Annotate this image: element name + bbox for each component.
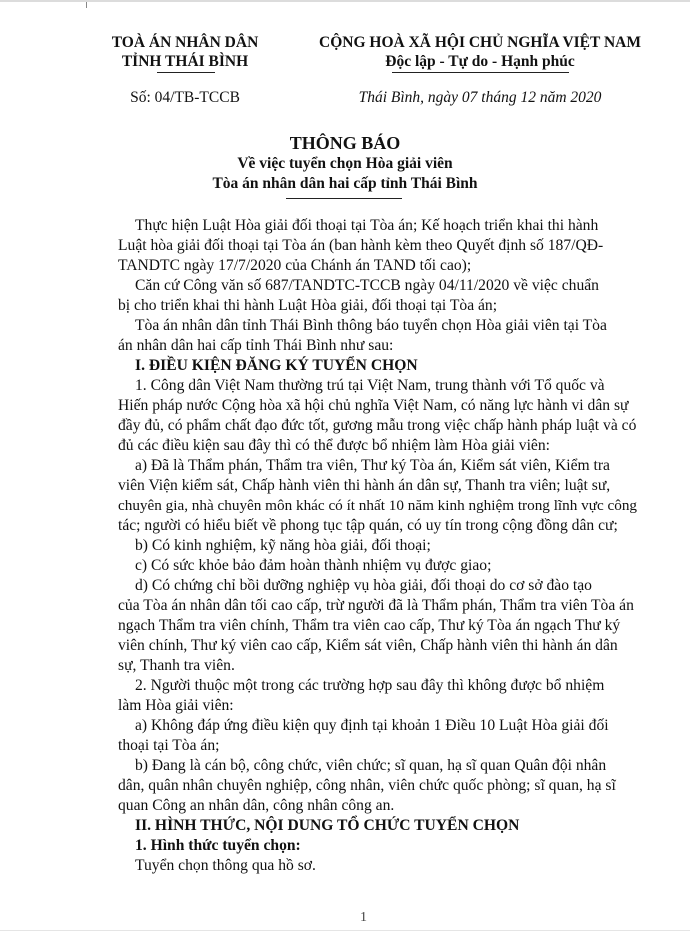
body-line: viên chính, Thư ký viên cao cấp, Kiểm sát viên, Chấp hành viên thi hành án dân: [118, 637, 618, 654]
body-line: c) Có sức khỏe bảo đảm hoàn thành nhiệm vụ được giao;: [135, 557, 492, 574]
court-name-line2: TỈNH THÁI BÌNH: [121, 53, 249, 70]
body-line: ngạch Thẩm tra viên chính, Thẩm tra viên cao cấp, Thư ký Tòa án ngạch Thư ký: [118, 617, 621, 634]
body-line: thoại tại Tòa án;: [118, 737, 220, 754]
subsection-heading: 1. Hình thức tuyển chọn:: [135, 837, 301, 854]
body-line: bị cho triển khai thi hành Luật Hòa giải, đối thoại tại Tòa án;: [118, 297, 498, 314]
notice-subtitle-1: Về việc tuyển chọn Hòa giải viên: [237, 155, 453, 172]
body-line: Tòa án nhân dân tỉnh Thái Bình thông báo tuyển chọn Hòa giải viên tại Tòa: [135, 317, 607, 334]
national-motto: Độc lập - Tự do - Hạnh phúc: [385, 53, 575, 70]
title-rule: [286, 198, 402, 199]
notice-title: THÔNG BÁO: [289, 133, 401, 153]
body-line: của Tòa án nhân dân tối cao cấp, trừ người đã là Thẩm phán, Thẩm tra viên Tòa án: [118, 597, 634, 614]
left-header-rule: [157, 72, 215, 73]
body-line: b) Có kinh nghiệm, kỹ năng hòa giải, đối thoại;: [135, 537, 431, 554]
body-line: đầy đủ, có phẩm chất đạo đức tốt, gương mẫu trong việc chấp hành pháp luật và có: [118, 417, 637, 434]
body-line: sự, Thanh tra viên.: [118, 657, 235, 674]
court-name-line1: TOÀ ÁN NHÂN DÂN: [111, 34, 259, 51]
body-line: đủ các điều kiện sau đây thì có thể được bổ nhiệm làm Hòa giải viên:: [118, 437, 550, 454]
body-text: [118, 216, 643, 876]
body-line: a) Không đáp ứng điều kiện quy định tại khoản 1 Điều 10 Luật Hòa giải đối: [135, 717, 609, 734]
notice-subtitle-2: Tòa án nhân dân hai cấp tỉnh Thái Bình: [212, 175, 478, 192]
body-line: làm Hòa giải viên:: [118, 697, 234, 714]
body-line: Thực hiện Luật Hòa giải đối thoại tại Tòa án; Kế hoạch triển khai thi hành: [135, 217, 599, 234]
body-line: d) Có chứng chỉ bồi dưỡng nghiệp vụ hòa giải, đối thoại do cơ sở đào tạo: [135, 577, 592, 594]
place-date: Thái Bình, ngày 07 tháng 12 năm 2020: [358, 89, 602, 106]
body-line: Luật hòa giải đối thoại tại Tòa án (ban hành kèm theo Quyết định số 187/QĐ-: [118, 237, 604, 254]
body-line: viên Viện kiểm sát, Chấp hành viên thi hành án dân sự, Thanh tra viên; luật sư,: [118, 477, 611, 494]
body-line: chuyên gia, nhà chuyên môn khác có ít nhất 10 năm kinh nghiệm trong lĩnh vực công: [118, 497, 638, 514]
top-tick-mark: [86, 2, 87, 8]
body-line: Căn cứ Công văn số 687/TANDTC-TCCB ngày 04/11/2020 về việc chuẩn: [135, 277, 599, 294]
section-heading-1: I. ĐIỀU KIỆN ĐĂNG KÝ TUYỂN CHỌN: [135, 357, 418, 374]
national-title: [305, 33, 655, 71]
bottom-border: [0, 930, 690, 931]
page-number: 1: [360, 910, 367, 925]
body-line: 2. Người thuộc một trong các trường hợp sau đây thì không được bổ nhiệm: [135, 677, 605, 694]
body-line: án nhân dân hai cấp tỉnh Thái Bình như sau:: [118, 337, 394, 354]
body-line: 1. Công dân Việt Nam thường trú tại Việt Nam, trung thành với Tổ quốc và: [135, 377, 605, 394]
top-border: [0, 0, 690, 2]
body-line: TANDTC ngày 17/7/2020 của Chánh án TAND tối cao);: [118, 257, 472, 274]
section-heading-2: II. HÌNH THỨC, NỘI DUNG TỔ CHỨC TUYỂN CHỌN: [135, 817, 520, 834]
doc-number: Số: 04/TB-TCCB: [130, 89, 240, 106]
body-line: Tuyển chọn thông qua hồ sơ.: [135, 857, 316, 874]
body-line: Hiến pháp nước Cộng hòa xã hội chủ nghĩa Việt Nam, có năng lực hành vi dân sự: [118, 397, 629, 414]
body-line: dân, quân nhân chuyên nghiệp, công nhân, viên chức quốc phòng; sĩ quan, hạ sĩ: [118, 777, 616, 794]
court-name: [100, 33, 270, 71]
right-header-rule: [392, 72, 569, 73]
body-line: quan Công an nhân dân, công nhân công an.: [118, 797, 395, 814]
national-title-line1: CỘNG HOÀ XÃ HỘI CHỦ NGHĨA VIỆT NAM: [319, 34, 641, 51]
body-line: a) Đã là Thẩm phán, Thẩm tra viên, Thư ký Tòa án, Kiểm sát viên, Kiểm tra: [135, 457, 610, 474]
body-line: b) Đang là cán bộ, công chức, viên chức; sĩ quan, hạ sĩ quan Quân đội nhân: [135, 757, 607, 774]
body-line: tác; người có hiểu biết về phong tục tập quán, có uy tín trong cộng đồng dân cư;: [118, 517, 618, 534]
